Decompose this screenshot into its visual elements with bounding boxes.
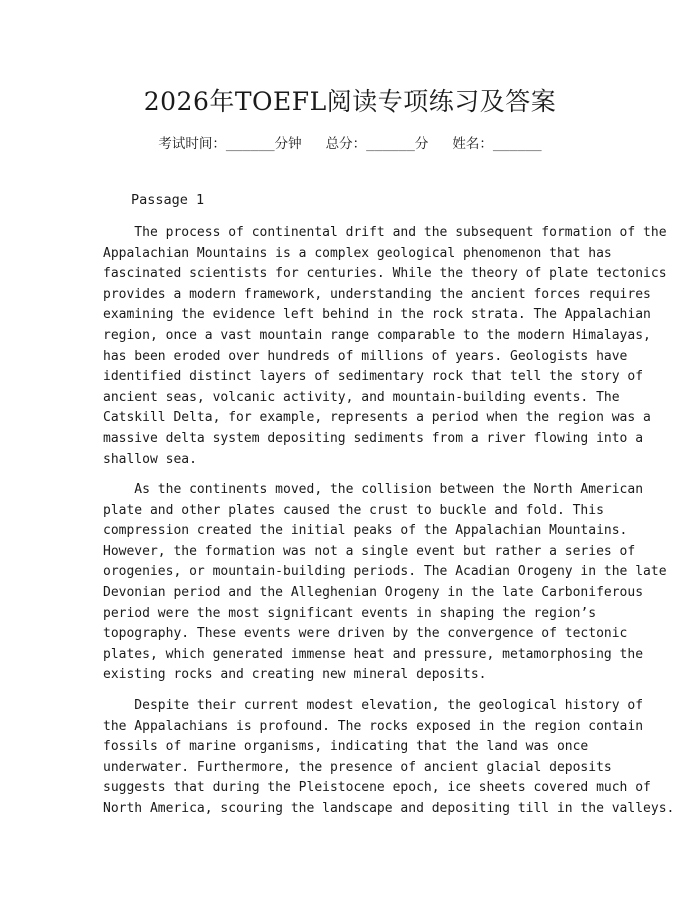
paragraph-line: identified distinct layers of sedimentary rock that tell the story of (103, 369, 644, 385)
paragraph-line: As the continents moved, the collision between the North American (103, 482, 644, 497)
paragraph-line: massive delta system depositing sediments from a river flowing into a (103, 430, 644, 446)
document-title: 2026年TOEFL阅读专项练习及答案 (143, 87, 557, 116)
paragraph-line: existing rocks and creating new mineral deposits. (103, 667, 487, 683)
exam-meta-line (0, 132, 700, 152)
paragraph-line: Catskill Delta, for example, represents a period when the region was a (103, 410, 651, 426)
paragraph-line: underwater. Furthermore, the presence of ancient glacial deposits (103, 759, 612, 775)
paragraph-line: fossils of marine organisms, indicating that the land was once (103, 739, 589, 755)
paragraph-line: provides a modern framework, understanding the ancient forces requires (103, 286, 651, 302)
paragraph-2 (103, 480, 667, 686)
paragraph-line: North America, scouring the landscape and depositing till in the valleys. (103, 800, 675, 816)
paragraph-line: plate and other plates caused the crust to buckle and fold. This (103, 502, 604, 518)
paragraph-line: fascinated scientists for centuries. While the theory of plate tectonics (103, 266, 667, 282)
passage-label: Passage 1 (131, 192, 205, 208)
name-label: 姓名： (452, 136, 493, 152)
paragraph-line: plates, which generated immense heat and pressure, metamorphosing the (103, 646, 644, 662)
paragraph-line: examining the evidence left behind in the rock strata. The Appalachian (103, 307, 651, 323)
score-label: 总分： (325, 136, 367, 152)
time-unit: 分钟 (274, 136, 302, 152)
score-unit: 分 (414, 136, 429, 152)
paragraph-line: Appalachian Mountains is a complex geological phenomenon that has (103, 245, 612, 261)
paragraph-line: period were the most significant events in shaping the region’s (103, 605, 597, 621)
paragraph-3 (103, 696, 675, 820)
paragraph-line: topography. These events were driven by the convergence of tectonic (103, 626, 628, 642)
paragraph-line: has been eroded over hundreds of millions of years. Geologists have (103, 348, 628, 364)
paragraph-line: region, once a vast mountain range comparable to the modern Himalayas, (103, 327, 651, 343)
paragraph-line: Devonian period and the Alleghenian Orogeny in the late Carboniferous (103, 584, 644, 600)
paragraph-line: the Appalachians is profound. The rocks exposed in the region contain (103, 718, 644, 734)
name-blank: ______ (492, 136, 542, 152)
paragraph-line: ancient seas, volcanic activity, and mountain-building events. The (103, 389, 620, 405)
paragraph-line: The process of continental drift and the subsequent formation of the (103, 225, 667, 240)
time-blank: ______ (225, 136, 275, 152)
time-label: 考试时间： (158, 136, 226, 152)
paragraph-line: orogenies, or mountain-building periods. The Acadian Orogeny in the late (103, 564, 667, 580)
paragraph-1 (103, 223, 667, 470)
paragraph-line: Despite their current modest elevation, the geological history of (103, 698, 644, 713)
paragraph-line: shallow sea. (103, 451, 197, 467)
score-blank: ______ (366, 136, 415, 152)
paragraph-line: suggests that during the Pleistocene epoch, ice sheets covered much of (103, 780, 651, 796)
paragraph-line: However, the formation was not a single event but rather a series of (103, 543, 636, 559)
paragraph-line: compression created the initial peaks of the Appalachian Mountains. (103, 523, 628, 539)
